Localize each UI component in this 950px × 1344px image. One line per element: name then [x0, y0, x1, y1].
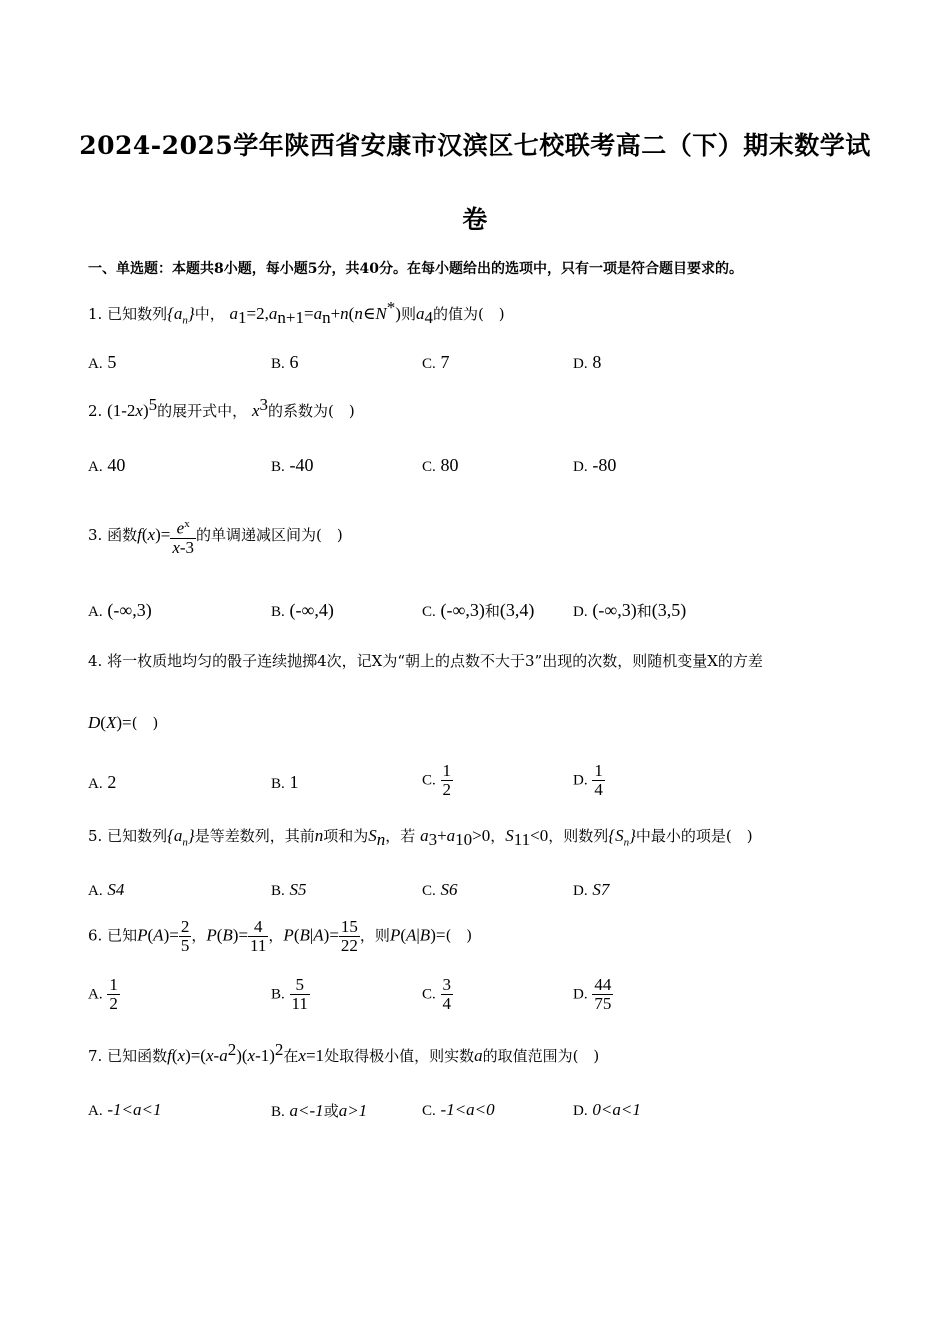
question-2: 2. $(1-2x)^5$的展开式中， $x^3$的系数为( ) [88, 395, 355, 420]
question-6: 6. 已知P(A)= $\frac{2}{5}$ ，P(B)= $\frac{4}{11}$ ，P(B|A)= $\frac{15}{22}$ ，则P(A|B)=( ) [88, 917, 473, 955]
option-1d: D. 8 [573, 352, 602, 372]
option-7c: C. -1<a<0 [422, 1100, 495, 1119]
question-7: 7. 已知函数$f(x)=(x-a^2)(x-1)^2$在x=1处取得极小值，则实数a的取值范围为( ) [88, 1040, 600, 1065]
section-heading: 一、单选题：本题共8小题，每小题5分，共40分。在每小题给出的选项中，只有一项是符合题目要求的。 [88, 261, 743, 277]
option-3c: C. (-∞,3)和(3,4) [422, 600, 535, 620]
option-6a: A. $\frac{1}{2}$ [88, 975, 118, 1013]
option-1c: C. 7 [422, 352, 450, 372]
question-5: 5. 已知数列$\{a_n\}$是等差数列，其前n项和为$S_n$，若 $a_3+a_{10}>0$，$S_{11}<0$，则数列$\{S_n\}$中最小的项是( ) [88, 826, 753, 849]
option-4c: C. $\frac{1}{2}$ [422, 761, 452, 799]
option-2d: D. -80 [573, 455, 617, 475]
exam-title-line2: 卷 [462, 205, 488, 234]
option-1a: A. 5 [88, 352, 117, 372]
option-7d: D. 0<a<1 [573, 1100, 641, 1119]
option-4b: B. 1 [271, 772, 299, 792]
option-3d: D. (-∞,3)和(3,5) [573, 600, 687, 620]
option-3b: B. (-∞,4) [271, 600, 334, 620]
option-5a: A. S4 [88, 880, 125, 899]
question-4-cont: D(X)=( ) [88, 713, 159, 732]
option-4a: A. 2 [88, 772, 117, 792]
question-4: 4. 将一枚质地均匀的骰子连续抛掷4次，记X为“朝上的点数不大于3”出现的次数，则随机变量X的方差 [88, 652, 763, 670]
option-6b: B. $\frac{5}{11}$ [271, 975, 308, 1013]
option-5b: B. S5 [271, 880, 307, 899]
option-1b: B. 6 [271, 352, 299, 372]
option-6c: C. $\frac{3}{4}$ [422, 975, 452, 1013]
option-3a: A. (-∞,3) [88, 600, 152, 620]
option-7b: B. a<-1或a>1 [271, 1101, 368, 1120]
option-2a: A. 40 [88, 455, 126, 475]
exam-title-line1: 2024-2025学年陕西省安康市汉滨区七校联考高二（下）期末数学试 [79, 131, 871, 160]
option-5c: C. S6 [422, 880, 458, 899]
option-7a: A. -1<a<1 [88, 1100, 162, 1119]
option-5d: D. S7 [573, 880, 610, 899]
option-6d: D. $\frac{44}{75}$ [573, 975, 612, 1013]
option-2c: C. 80 [422, 455, 459, 475]
question-3: 3. 函数f(x)= $\frac{e^x}{x-3}$ 的单调递减区间为( ) [88, 515, 343, 557]
option-2b: B. -40 [271, 455, 314, 475]
option-4d: D. $\frac{1}{4}$ [573, 761, 603, 799]
question-1: 1. 已知数列$\{a_n\}$中， $a_1=2,a_{n+1}=a_n+n(n\in N^*)$则$a_4$的值为( ) [88, 298, 505, 327]
